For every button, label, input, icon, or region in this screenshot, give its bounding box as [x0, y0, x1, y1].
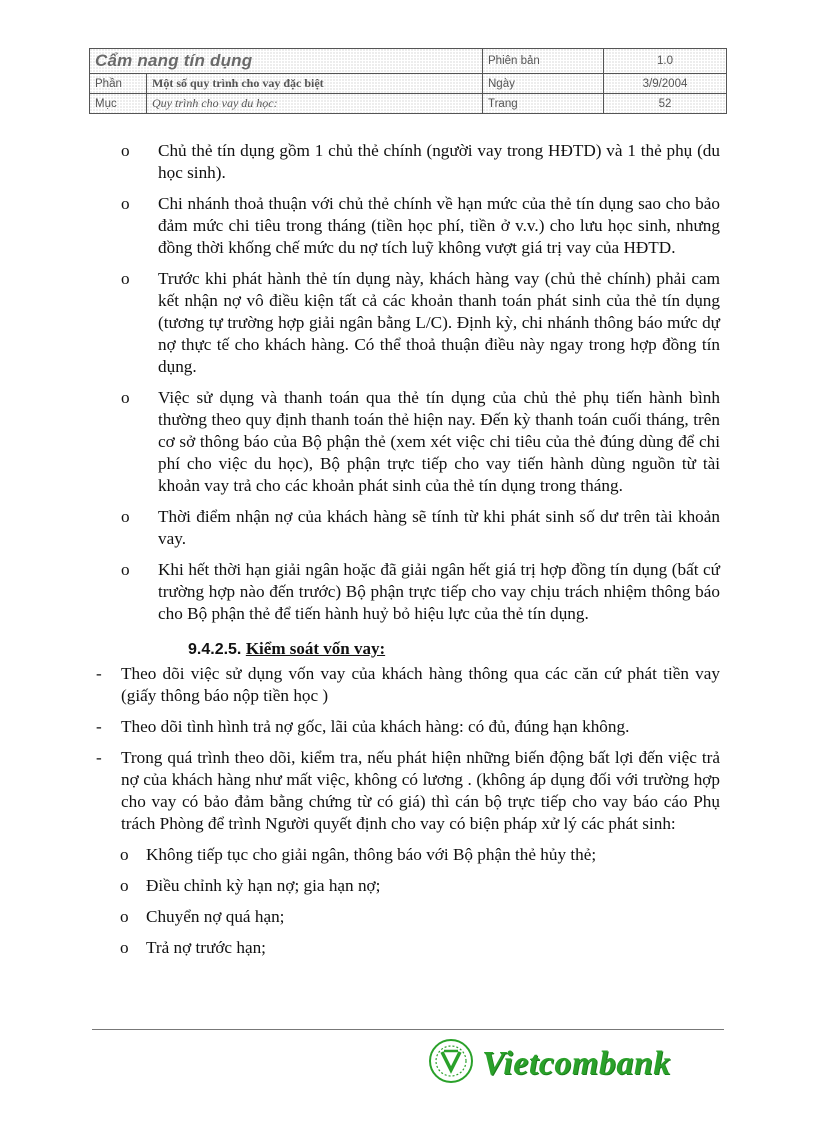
header-part-value: Một số quy trình cho vay đặc biệt: [147, 74, 483, 94]
list-item: [121, 193, 720, 259]
list-item-text: Chi nhánh thoả thuận với chủ thẻ chính về hạn mức của thẻ tín dụng sao cho bảo đảm mức chi tiêu trong tháng (tiền học phí, tiền ở v.v.) cho lưu học sinh, nhưng đồng thời khống chế mức du nợ tích luỹ không vượt giá trị vay của HĐTD.: [158, 194, 720, 257]
bullet-marker: o: [121, 194, 130, 213]
document-body: [0, 140, 816, 968]
header-section-value: Quy trình cho vay du học:: [147, 94, 483, 114]
list-item: [121, 559, 720, 625]
list-item-text: Theo dõi tình hình trả nợ gốc, lãi của khách hàng: có đủ, đúng hạn không.: [121, 717, 630, 736]
bullet-marker: o: [120, 876, 129, 895]
dash-marker: -: [96, 664, 102, 683]
list-item: [121, 506, 720, 550]
header-version-label: Phiên bản: [483, 49, 604, 74]
footer-divider: [92, 1029, 724, 1030]
bullet-marker: o: [120, 907, 129, 926]
dash-marker: -: [96, 748, 102, 767]
header-page-label: Trang: [483, 94, 604, 114]
list-item: [96, 747, 720, 835]
list-item-text: Chuyển nợ quá hạn;: [146, 907, 285, 926]
section-title: Kiểm soát vốn vay:: [245, 639, 386, 658]
vietcombank-emblem-icon: [428, 1038, 474, 1089]
bullet-marker: o: [121, 141, 130, 160]
list-item: [96, 716, 720, 738]
vietcombank-logo: [428, 1038, 671, 1089]
bullet-marker: o: [120, 845, 129, 864]
list-item: [121, 387, 720, 497]
vietcombank-wordmark: Vietcombank: [482, 1044, 671, 1082]
header-part-label: Phần: [90, 74, 147, 94]
bullet-marker: o: [121, 388, 130, 407]
list-item: [120, 875, 720, 897]
list-item-text: Trong quá trình theo dõi, kiểm tra, nếu phát hiện những biến động bất lợi đến việc trả nợ của khách hàng như mất việc, không có lương . (không áp dụng đối với trường hợp cho vay có bảo đảm bằng chứng từ có giá) thì cán bộ trực tiếp cho vay báo cáo Phụ trách Phòng để trình Người quyết định cho vay có biện pháp xử lý các phát sinh:: [121, 748, 720, 833]
header-page-value: 52: [604, 94, 727, 114]
bullet-marker: o: [121, 507, 130, 526]
header-date-value: 3/9/2004: [604, 74, 727, 94]
dash-marker: -: [96, 717, 102, 736]
section-number: 9.4.2.5.: [188, 641, 242, 658]
list-item-text: Thời điểm nhận nợ của khách hàng sẽ tính từ khi phát sinh số dư trên tài khoản vay.: [158, 507, 720, 548]
list-item-text: Trước khi phát hành thẻ tín dụng này, khách hàng vay (chủ thẻ chính) phải cam kết nhận nợ vô điều kiện tất cả các khoản thanh toán phát sinh của thẻ tín dụng (tương tự trường hợp giải ngân bằng L/C). Định kỳ, chi nhánh thông báo mức dự nợ thực tế cho khách hàng. Có thể thoả thuận điều này ngay trong hợp đồng tín dụng.: [158, 269, 720, 376]
list-item: [121, 140, 720, 184]
header-date-label: Ngày: [483, 74, 604, 94]
list-item: [96, 663, 720, 707]
header-version-value: 1.0: [604, 49, 727, 74]
list-item-text: Chủ thẻ tín dụng gồm 1 chủ thẻ chính (người vay trong HĐTD) và 1 thẻ phụ (du học sinh).: [158, 141, 720, 182]
list-item: [120, 844, 720, 866]
list-item-text: Điều chỉnh kỳ hạn nợ; gia hạn nợ;: [146, 876, 381, 895]
bullet-marker: o: [121, 269, 130, 288]
list-item-text: Khi hết thời hạn giải ngân hoặc đã giải ngân hết giá trị hợp đồng tín dụng (bất cứ trường hợp nào đến trước) Bộ phận trực tiếp cho vay chịu trách nhiệm thông báo cho Bộ phận thẻ để tiến hành huỷ bỏ hiệu lực của thẻ tín dụng.: [158, 560, 720, 623]
document-header-table: [89, 48, 727, 114]
header-section-label: Mục: [90, 94, 147, 114]
bullet-marker: o: [121, 560, 130, 579]
list-item: [120, 937, 720, 959]
list-item-text: Trả nợ trước hạn;: [146, 938, 266, 957]
list-item: [120, 906, 720, 928]
list-item-text: Việc sử dụng và thanh toán qua thẻ tín dụng của chủ thẻ phụ tiến hành bình thường theo quy định thanh toán thẻ hiện nay. Đến kỳ thanh toán cuối tháng, trên cơ sở thông báo của Bộ phận thẻ (xem xét việc chi tiêu của thẻ đúng dùng để chi phí cho việc du học), Bộ phận trực tiếp cho vay tiến hành dùng nguồn từ tài khoản vay trả cho các khoản phát sinh của thẻ tín dụng trong tháng.: [158, 388, 720, 495]
list-item-text: Theo dõi việc sử dụng vốn vay của khách hàng thông qua các căn cứ phát tiền vay (giấy thông báo nộp tiền học ): [121, 664, 720, 705]
list-item: [121, 268, 720, 378]
list-item-text: Không tiếp tục cho giải ngân, thông báo với Bộ phận thẻ hủy thẻ;: [146, 845, 597, 864]
header-brand-title: Cẩm nang tín dụng: [90, 49, 483, 74]
section-heading: [188, 639, 816, 659]
bullet-marker: o: [120, 938, 129, 957]
